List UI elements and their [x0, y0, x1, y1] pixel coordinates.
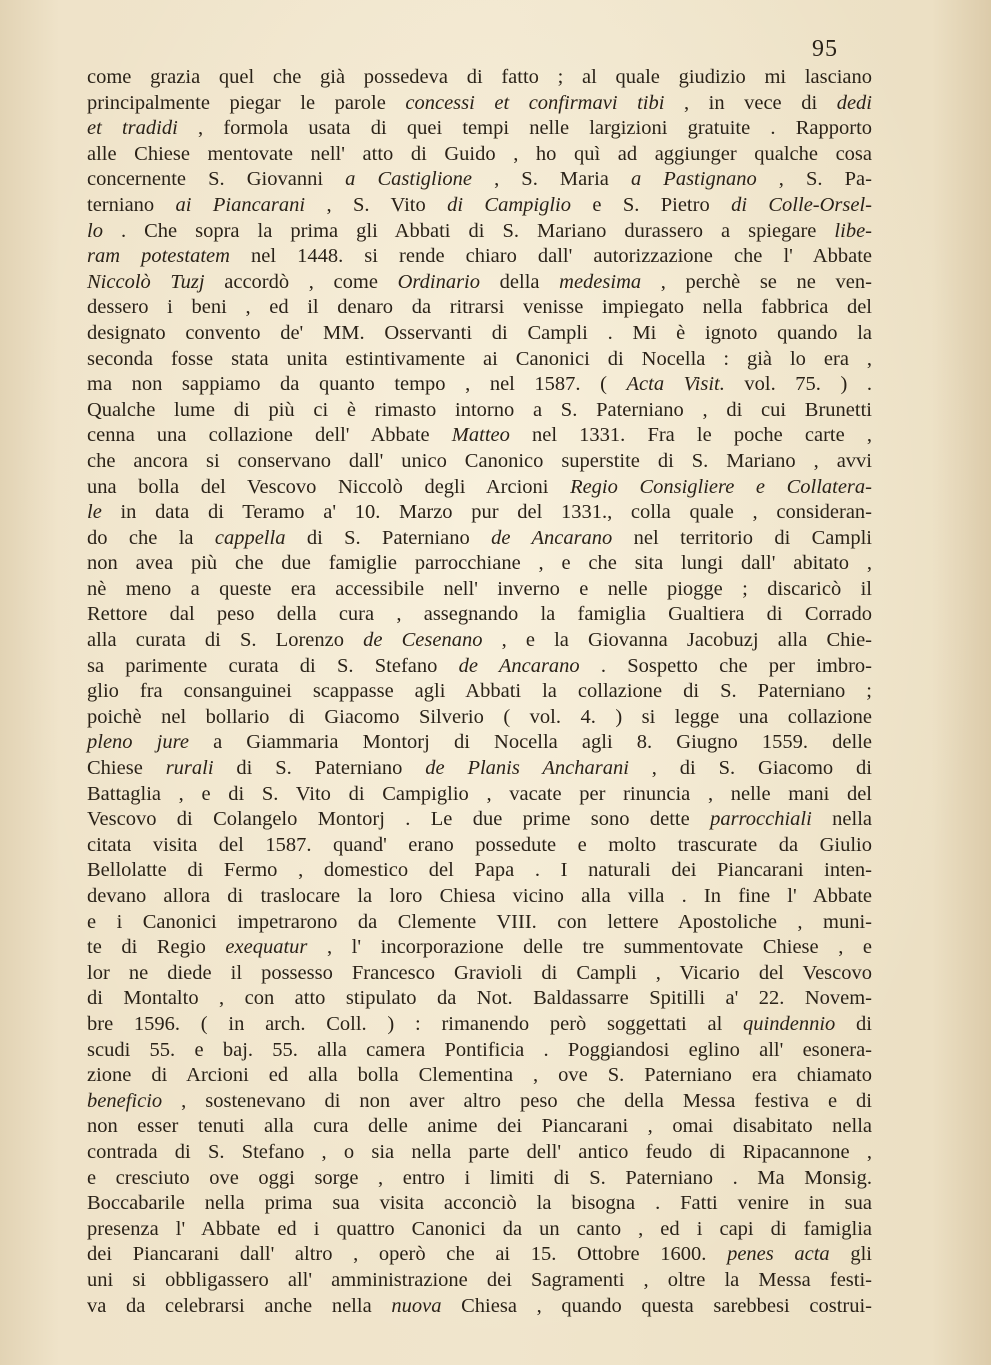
- text-segment: , perchè se ne ven-: [641, 270, 872, 293]
- text-segment: presenza l' Abbate ed i quattro Canonici da un canto , ed i capi di famiglia: [87, 1217, 872, 1240]
- text-line: [87, 961, 872, 987]
- italic-segment: ai Piancarani: [175, 193, 306, 216]
- text-line: [87, 167, 872, 193]
- text-line: [87, 935, 872, 961]
- text-line: [87, 1140, 872, 1166]
- text-line: [87, 884, 872, 910]
- text-line: [87, 1294, 872, 1320]
- text-segment: Chiesa , quando questa sarebbesi costrui-: [441, 1294, 872, 1317]
- text-segment: , di S. Giacomo di: [628, 757, 873, 780]
- text-line: [87, 782, 872, 808]
- text-segment: concernente S. Giovanni: [87, 168, 346, 191]
- text-line: [87, 423, 872, 449]
- italic-segment: cappella: [214, 526, 286, 549]
- text-segment: sa parimente curata di S. Stefano: [87, 654, 459, 677]
- text-segment: Boccabarile nella prima sua visita acconciò la bisogna . Fatti venire in sua: [87, 1192, 872, 1215]
- text-line: [87, 1114, 872, 1140]
- text-segment: nè meno a queste era accessibile nell' inverno e nelle piogge ; discaricò il: [87, 577, 872, 600]
- text-line: [87, 833, 872, 859]
- italic-segment: pleno jure: [87, 731, 189, 754]
- text-segment: in data di Teramo a' 10. Marzo pur del 1331., colla quale , consideran-: [101, 501, 872, 524]
- text-line: [87, 730, 872, 756]
- text-segment: seconda fosse stata unita estintivamente ai Canonici di Nocella : già lo era ,: [87, 347, 872, 370]
- text-segment: lor ne diede il possesso Francesco Gravioli di Campli , Vicario del Vescovo: [87, 961, 872, 984]
- text-segment: Qualche lume di più ci è rimasto intorno a S. Paterniano , di cui Brunetti: [87, 398, 872, 421]
- text-segment: vol. 75. ) .: [724, 373, 872, 396]
- text-segment: devano allora di traslocare la loro Chiesa vicino alla villa . In fine l' Abbate: [87, 885, 872, 907]
- italic-segment: Niccolò Tuzj: [87, 270, 205, 293]
- italic-segment: dedi: [836, 91, 872, 114]
- text-segment: terniano: [87, 193, 176, 216]
- text-segment: alla curata di S. Lorenzo: [87, 629, 364, 652]
- text-line: [87, 602, 872, 628]
- text-segment: Chiese: [87, 757, 166, 780]
- text-segment: di S. Paterniano: [213, 757, 426, 780]
- italic-segment: medesima: [559, 270, 642, 293]
- text-line: [87, 347, 872, 373]
- text-segment: uni si obbligassero all' amministrazione dei Sagramenti , oltre la Messa festi-: [87, 1268, 872, 1291]
- text-line: [87, 193, 872, 219]
- text-segment: Vescovo di Colangelo Montorj . Le due prime sono dette: [87, 808, 711, 831]
- text-segment: ma non sappiamo da quanto tempo , nel 1587. (: [87, 373, 627, 396]
- text-segment: che ancora si conservano dall' unico Canonico superstite di S. Mariano , avvi: [87, 449, 872, 472]
- text-segment: nel territorio di Campli: [612, 526, 872, 549]
- text-line: [87, 295, 872, 321]
- text-segment: , in vece di: [664, 91, 837, 114]
- text-segment: alle Chiese mentovate nell' atto di Guido , ho quì ad aggiunger qualche cosa: [87, 142, 872, 165]
- text-segment: cenna una collazione dell' Abbate: [87, 424, 452, 447]
- italic-segment: Regio Consigliere e Collatera-: [570, 475, 872, 498]
- text-segment: e S. Pietro: [570, 193, 732, 216]
- text-segment: , e la Giovanna Jacobuzj alla Chie-: [482, 629, 872, 652]
- text-line: [87, 475, 872, 501]
- text-line: [87, 1063, 872, 1089]
- italic-segment: ram potestatem: [87, 245, 230, 268]
- text-line: [87, 679, 872, 705]
- text-segment: Bellolatte di Fermo , domestico del Papa . I naturali dei Piancarani inten-: [87, 859, 872, 882]
- text-line: [87, 986, 872, 1012]
- text-line: [87, 628, 872, 654]
- italic-segment: di Colle-Orsel-: [731, 193, 873, 216]
- text-line: [87, 219, 872, 245]
- italic-segment: beneficio: [87, 1089, 163, 1112]
- text-segment: a Giammaria Montorj di Nocella agli 8. Giugno 1559. delle: [188, 731, 872, 754]
- text-segment: Rettore dal peso della cura , assegnando la famiglia Gualtiera di Corrado: [87, 603, 872, 626]
- text-segment: gli: [829, 1243, 872, 1266]
- text-segment: di: [835, 1012, 872, 1035]
- text-line: [87, 577, 872, 603]
- text-segment: zione di Arcioni ed alla bolla Clementina , ove S. Paterniano era chiamato: [87, 1064, 872, 1087]
- text-line: [87, 449, 872, 475]
- italic-segment: a Castiglione: [345, 168, 472, 191]
- text-segment: non esser tenuti alla cura delle anime dei Piancarani , omai disabitato nella: [87, 1115, 872, 1138]
- text-segment: della: [480, 270, 560, 293]
- text-line: [87, 756, 872, 782]
- text-segment: , formola usata di quei tempi nelle largizioni gratuite . Rapporto: [177, 117, 873, 140]
- italic-segment: et tradidi: [87, 117, 178, 140]
- text-segment: va da celebrarsi anche nella: [87, 1294, 392, 1317]
- text-segment: , S. Maria: [472, 168, 631, 191]
- text-line: [87, 372, 872, 398]
- text-line: [87, 244, 872, 270]
- text-segment: te di Regio: [87, 936, 226, 959]
- text-segment: scudi 55. e baj. 55. alla camera Pontificia . Poggiandosi eglino all' esonera-: [87, 1038, 872, 1061]
- text-segment: do che la: [87, 526, 215, 549]
- text-body: [87, 65, 872, 1319]
- italic-segment: Acta Visit.: [626, 373, 725, 396]
- italic-segment: de Ancarano: [491, 526, 613, 549]
- text-segment: di Montalto , con atto stipulato da Not. Baldassarre Spitilli a' 22. Novem-: [87, 987, 872, 1010]
- text-line: [87, 807, 872, 833]
- text-segment: e i Canonici impetrarono da Clemente VIII. con lettere Apostoliche , muni-: [87, 910, 872, 933]
- text-line: [87, 1089, 872, 1115]
- text-segment: Battaglia , e di S. Vito di Campiglio , vacate per rinuncia , nelle mani del: [87, 782, 872, 805]
- text-segment: nella: [811, 808, 872, 831]
- italic-segment: de Planis Ancharani: [425, 757, 629, 780]
- text-line: [87, 526, 872, 552]
- italic-segment: nuova: [391, 1294, 442, 1317]
- text-segment: come grazia quel che già possedeva di fatto ; al quale giudizio mi lasciano: [87, 66, 872, 88]
- text-segment: glio fra consanguinei scappasse agli Abbati la collazione di S. Paterniano ;: [87, 680, 872, 703]
- text-line: [87, 1166, 872, 1192]
- italic-segment: Matteo: [451, 424, 510, 447]
- text-segment: , S. Vito: [305, 193, 448, 216]
- italic-segment: de Cesenano: [363, 629, 483, 652]
- text-segment: di S. Paterniano: [285, 526, 492, 549]
- italic-segment: penes acta: [727, 1243, 830, 1266]
- italic-segment: a Pastignano: [630, 168, 757, 191]
- italic-segment: di Campiglio: [447, 193, 571, 216]
- text-line: [87, 1012, 872, 1038]
- text-segment: citata visita del 1587. quand' erano possedute e molto trascurate da Giulio: [87, 833, 872, 856]
- text-segment: una bolla del Vescovo Niccolò degli Arcioni: [87, 475, 571, 498]
- text-segment: dessero i beni , ed il denaro da ritrarsi venisse impiegato nella fabbrica del: [87, 296, 872, 319]
- text-segment: principalmente piegar le parole: [87, 91, 406, 114]
- italic-segment: exequatur: [225, 936, 308, 959]
- text-segment: . Che sopra la prima gli Abbati di S. Mariano durassero a spiegare: [102, 219, 835, 242]
- text-segment: , S. Pa-: [756, 168, 872, 191]
- italic-segment: concessi et confirmavi tibi: [405, 91, 665, 114]
- text-line: [87, 551, 872, 577]
- text-segment: , l' incorporazione delle tre summentovate Chiese , e: [307, 936, 872, 959]
- text-segment: . Sospetto che per imbro-: [579, 654, 872, 677]
- text-segment: poichè nel bollario di Giacomo Silverio ( vol. 4. ) si legge una collazione: [87, 705, 872, 728]
- text-line: [87, 270, 872, 296]
- italic-segment: lo: [87, 219, 103, 242]
- text-segment: non avea più che due famiglie parrocchiane , e che sita lungi dall' abitato ,: [87, 552, 872, 575]
- text-line: [87, 1242, 872, 1268]
- text-segment: contrada di S. Stefano , o sia nella parte dell' antico feudo di Ripacannone ,: [87, 1140, 872, 1163]
- text-line: [87, 398, 872, 424]
- italic-segment: quindennio: [743, 1012, 836, 1035]
- italic-segment: Ordinario: [397, 270, 480, 293]
- text-line: [87, 705, 872, 731]
- text-segment: e cresciuto ove oggi sorge , entro i limiti di S. Paterniano . Ma Monsig.: [87, 1166, 872, 1189]
- text-line: [87, 116, 872, 142]
- text-line: [87, 858, 872, 884]
- text-line: [87, 1217, 872, 1243]
- text-segment: bre 1596. ( in arch. Coll. ) : rimanendo però soggettati al: [87, 1012, 744, 1035]
- italic-segment: de Ancarano: [458, 654, 580, 677]
- text-line: [87, 91, 872, 117]
- text-line: [87, 910, 872, 936]
- italic-segment: le: [87, 501, 102, 524]
- text-line: [87, 1038, 872, 1064]
- text-segment: designato convento de' MM. Osservanti di Campli . Mi è ignoto quando la: [87, 321, 872, 344]
- text-segment: nel 1331. Fra le poche carte ,: [509, 424, 872, 447]
- page-number: 95: [812, 36, 838, 62]
- text-line: [87, 1268, 872, 1294]
- text-line: [87, 321, 872, 347]
- text-segment: accordò , come: [204, 270, 398, 293]
- italic-segment: parrocchiali: [710, 808, 812, 831]
- text-line: [87, 142, 872, 168]
- text-line: [87, 65, 872, 91]
- text-line: [87, 500, 872, 526]
- italic-segment: rurali: [165, 757, 214, 780]
- text-segment: dei Piancarani dall' altro , operò che ai 15. Ottobre 1600.: [87, 1243, 728, 1266]
- text-segment: , sostenevano di non aver altro peso che della Messa festiva e di: [162, 1089, 872, 1112]
- text-line: [87, 1191, 872, 1217]
- text-segment: nel 1448. si rende chiaro dall' autorizzazione che l' Abbate: [229, 245, 872, 268]
- italic-segment: libe-: [834, 219, 872, 242]
- text-line: [87, 654, 872, 680]
